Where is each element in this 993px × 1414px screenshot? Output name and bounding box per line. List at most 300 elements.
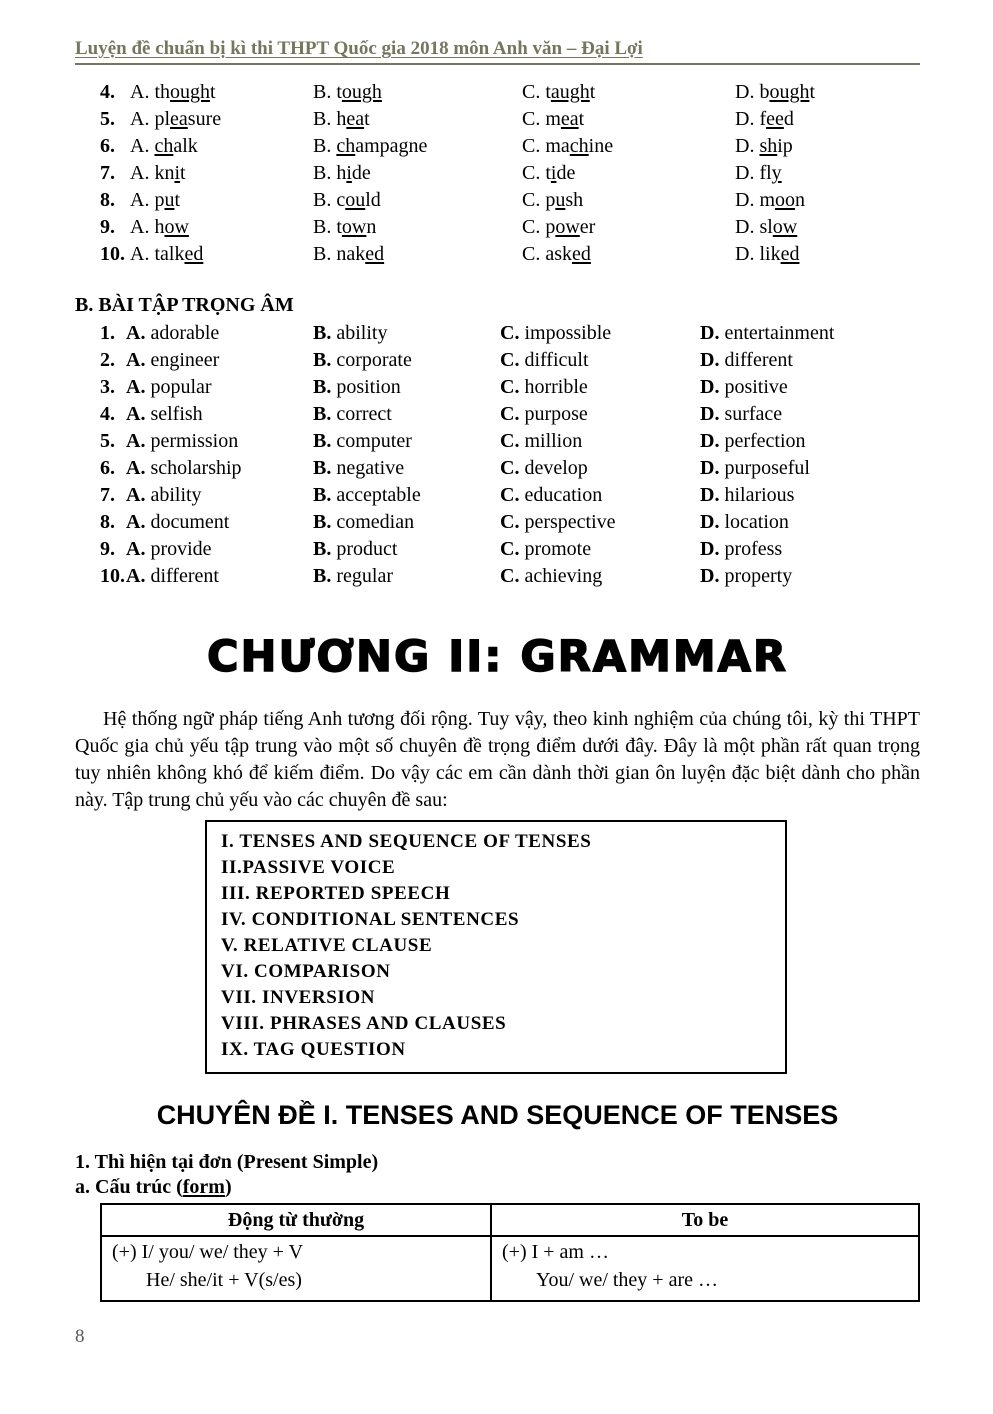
- header-title: Luyện đề chuẩn bị kì thi THPT Quốc gia 2018 môn Anh văn – Đại Lợi: [75, 38, 643, 59]
- option-label: B.: [313, 565, 337, 587]
- option-word: put: [154, 189, 181, 211]
- option-label: A.: [130, 162, 155, 184]
- topic-item: V. RELATIVE CLAUSE: [221, 935, 433, 956]
- option-word: tough: [336, 81, 382, 103]
- option-a: [126, 320, 313, 347]
- option-label: A.: [126, 511, 151, 533]
- option-b: [313, 187, 522, 214]
- question-number: 4.: [100, 81, 115, 103]
- option-label: B.: [313, 349, 337, 371]
- question-row: [100, 106, 920, 133]
- option-label: B.: [313, 322, 337, 344]
- option-c: [522, 160, 735, 187]
- table-cell-line: (+) I/ you/ we/ they + V: [112, 1241, 304, 1263]
- question-number: 6.: [100, 135, 115, 157]
- underlined-letters: ough: [341, 81, 382, 103]
- option-b: [313, 455, 500, 482]
- question-number: 8.: [100, 511, 115, 533]
- option-word: heat: [336, 108, 370, 130]
- underlined-letters: oo: [775, 189, 796, 211]
- option-label: A.: [126, 457, 151, 479]
- underlined-letters: ea: [346, 108, 365, 130]
- option-word: achieving: [524, 565, 603, 587]
- option-label: C.: [500, 484, 525, 506]
- option-word: different: [150, 565, 219, 587]
- option-word: push: [545, 189, 584, 211]
- table-cell: [101, 1236, 491, 1301]
- option-b: [313, 320, 500, 347]
- option-a: [130, 133, 313, 160]
- option-label: B.: [313, 81, 337, 103]
- option-label: C.: [522, 135, 546, 157]
- option-label: C.: [522, 81, 546, 103]
- option-word: computer: [336, 430, 412, 452]
- question-row: [100, 563, 920, 590]
- option-d: [700, 455, 920, 482]
- option-word: surface: [724, 403, 783, 425]
- option-d: [700, 563, 920, 590]
- option-a: [130, 241, 313, 268]
- option-b: [313, 79, 522, 106]
- option-label: A.: [130, 243, 155, 265]
- option-label: D.: [700, 376, 725, 398]
- table-cell-line: He/ she/it + V(s/es): [146, 1269, 302, 1291]
- option-b: [313, 401, 500, 428]
- question-number: 10.: [100, 243, 125, 265]
- question-row: [100, 428, 920, 455]
- option-label: C.: [500, 349, 525, 371]
- option-c: [522, 79, 735, 106]
- option-word: asked: [545, 243, 591, 265]
- option-label: D.: [735, 189, 760, 211]
- question-number: 2.: [100, 349, 115, 371]
- underlined-letters: ough: [170, 81, 211, 103]
- option-word: different: [724, 349, 793, 371]
- option-label: A.: [130, 135, 155, 157]
- topic-item: I. TENSES AND SEQUENCE OF TENSES: [221, 831, 592, 852]
- option-c: [500, 482, 700, 509]
- option-label: C.: [500, 511, 525, 533]
- option-label: D.: [735, 108, 760, 130]
- underlined-letters: ed: [572, 243, 591, 265]
- option-label: C.: [522, 216, 546, 238]
- option-word: tide: [545, 162, 576, 184]
- option-label: D.: [700, 322, 725, 344]
- option-c: [500, 509, 700, 536]
- option-label: D.: [700, 484, 725, 506]
- topics-box: [205, 820, 787, 1074]
- question-row: [100, 160, 920, 187]
- option-label: D.: [735, 81, 760, 103]
- option-d: [735, 214, 920, 241]
- option-word: bought: [759, 81, 816, 103]
- option-word: talked: [154, 243, 204, 265]
- present-simple-form-table: [100, 1203, 920, 1302]
- underlined-letters: ee: [766, 108, 784, 130]
- chapter-heading: CHƯƠNG II: GRAMMAR: [206, 632, 789, 682]
- question-row: [100, 401, 920, 428]
- option-label: B.: [313, 216, 337, 238]
- option-word: engineer: [150, 349, 220, 371]
- underlined-letters: i: [174, 162, 181, 184]
- option-c: [500, 320, 700, 347]
- question-row: [100, 455, 920, 482]
- underlined-letters: sh: [759, 135, 778, 157]
- option-word: property: [724, 565, 793, 587]
- option-a: [126, 536, 313, 563]
- form-heading-underlined: form: [182, 1176, 225, 1198]
- stress-question-list: [75, 320, 920, 590]
- option-word: acceptable: [336, 484, 421, 506]
- option-b: [313, 482, 500, 509]
- option-d: [700, 347, 920, 374]
- question-row: [100, 241, 920, 268]
- option-word: ability: [150, 484, 202, 506]
- underlined-letters: ed: [365, 243, 385, 265]
- table-header-cell: To be: [491, 1204, 919, 1236]
- question-number: 4.: [100, 403, 115, 425]
- option-label: B.: [313, 538, 337, 560]
- question-row: [100, 133, 920, 160]
- option-word: impossible: [524, 322, 612, 344]
- question-number: 8.: [100, 189, 115, 211]
- option-word: knit: [154, 162, 186, 184]
- option-label: D.: [700, 511, 725, 533]
- option-label: B.: [313, 243, 337, 265]
- option-d: [700, 320, 920, 347]
- topic-item: VIII. PHRASES AND CLAUSES: [221, 1013, 507, 1034]
- option-word: ability: [336, 322, 388, 344]
- option-word: corporate: [336, 349, 412, 371]
- question-number: 5.: [100, 430, 115, 452]
- option-word: product: [336, 538, 398, 560]
- topic-item: III. REPORTED SPEECH: [221, 883, 451, 904]
- option-word: thought: [154, 81, 216, 103]
- underlined-letters: ed: [184, 243, 204, 265]
- option-word: meat: [545, 108, 585, 130]
- option-d: [735, 106, 920, 133]
- underlined-letters: ow: [164, 216, 189, 238]
- option-label: C.: [500, 565, 525, 587]
- option-word: selfish: [150, 403, 203, 425]
- underlined-letters: ou: [345, 189, 366, 211]
- option-label: B.: [313, 162, 337, 184]
- option-word: liked: [759, 243, 800, 265]
- question-row: [100, 374, 920, 401]
- option-d: [700, 536, 920, 563]
- option-label: B.: [313, 376, 337, 398]
- option-word: location: [724, 511, 789, 533]
- underlined-letters: y: [771, 162, 782, 184]
- option-b: [313, 160, 522, 187]
- topic-item: IV. CONDITIONAL SENTENCES: [221, 909, 520, 930]
- option-c: [522, 133, 735, 160]
- option-label: D.: [735, 135, 760, 157]
- topic-item: VII. INVERSION: [221, 987, 376, 1008]
- question-number: 6.: [100, 457, 115, 479]
- question-number: 5.: [100, 108, 115, 130]
- underlined-letters: ow: [555, 216, 580, 238]
- page-number: 8: [75, 1326, 85, 1347]
- option-word: provide: [150, 538, 212, 560]
- option-b: [313, 374, 500, 401]
- stress-section-heading: B. BÀI TẬP TRỌNG ÂM: [75, 294, 294, 316]
- option-d: [735, 79, 920, 106]
- form-heading-pre: a. Cấu trúc (: [75, 1176, 183, 1198]
- option-word: could: [336, 189, 381, 211]
- option-word: purposeful: [724, 457, 810, 479]
- option-label: B.: [313, 511, 337, 533]
- option-c: [522, 106, 735, 133]
- question-number: 7.: [100, 162, 115, 184]
- option-word: entertainment: [724, 322, 835, 344]
- option-label: C.: [500, 322, 525, 344]
- option-word: regular: [336, 565, 393, 587]
- option-a: [126, 509, 313, 536]
- option-word: feed: [759, 108, 794, 130]
- option-word: hilarious: [724, 484, 795, 506]
- page-header: [75, 38, 920, 65]
- option-word: horrible: [524, 376, 588, 398]
- option-label: A.: [126, 430, 151, 452]
- option-d: [700, 482, 920, 509]
- option-c: [500, 374, 700, 401]
- option-word: million: [524, 430, 583, 452]
- option-label: D.: [700, 349, 725, 371]
- option-word: difficult: [524, 349, 589, 371]
- option-word: develop: [524, 457, 588, 479]
- option-word: education: [524, 484, 603, 506]
- underlined-letters: i: [550, 162, 557, 184]
- underlined-letters: ough: [769, 81, 810, 103]
- option-label: B.: [313, 403, 337, 425]
- option-word: champagne: [336, 135, 428, 157]
- underlined-letters: u: [555, 189, 566, 211]
- question-row: [100, 214, 920, 241]
- option-c: [500, 428, 700, 455]
- option-label: A.: [126, 484, 151, 506]
- option-word: adorable: [150, 322, 220, 344]
- subsection-present-simple-heading: 1. Thì hiện tại đơn (Present Simple): [75, 1151, 379, 1173]
- question-row: [100, 79, 920, 106]
- underlined-letters: ow: [772, 216, 798, 238]
- option-a: [130, 187, 313, 214]
- option-word: positive: [724, 376, 788, 398]
- option-label: B.: [313, 430, 337, 452]
- option-label: D.: [700, 403, 725, 425]
- option-a: [126, 482, 313, 509]
- option-a: [130, 106, 313, 133]
- underlined-letters: ea: [560, 108, 579, 130]
- underlined-letters: ch: [336, 135, 356, 157]
- option-word: scholarship: [150, 457, 242, 479]
- option-label: B.: [313, 457, 337, 479]
- table-header-cell: Động từ thường: [101, 1204, 491, 1236]
- question-row: [100, 536, 920, 563]
- option-word: position: [336, 376, 401, 398]
- option-d: [735, 133, 920, 160]
- option-label: B.: [313, 108, 337, 130]
- option-c: [500, 536, 700, 563]
- underlined-letters: i: [346, 162, 352, 184]
- underlined-letters: ow: [341, 216, 367, 238]
- option-a: [130, 160, 313, 187]
- option-c: [522, 187, 735, 214]
- option-b: [313, 133, 522, 160]
- option-word: profess: [724, 538, 783, 560]
- option-d: [700, 374, 920, 401]
- option-word: permission: [150, 430, 239, 452]
- question-row: [100, 320, 920, 347]
- option-label: D.: [735, 243, 760, 265]
- topic-item: II.PASSIVE VOICE: [221, 857, 396, 878]
- option-label: A.: [126, 565, 151, 587]
- option-c: [522, 241, 735, 268]
- option-word: purpose: [524, 403, 588, 425]
- option-c: [500, 347, 700, 374]
- option-d: [735, 187, 920, 214]
- option-label: A.: [126, 376, 151, 398]
- option-word: fly: [759, 162, 782, 184]
- option-label: B.: [313, 135, 337, 157]
- question-row: [100, 482, 920, 509]
- underlined-letters: ea: [170, 108, 188, 130]
- option-label: C.: [500, 376, 525, 398]
- option-word: slow: [759, 216, 798, 238]
- topic-item: IX. TAG QUESTION: [221, 1039, 406, 1060]
- option-label: A.: [126, 349, 151, 371]
- topic-item: VI. COMPARISON: [221, 961, 391, 982]
- option-c: [500, 563, 700, 590]
- option-word: moon: [759, 189, 806, 211]
- underlined-letters: u: [164, 189, 175, 211]
- option-word: town: [336, 216, 377, 238]
- option-label: D.: [735, 162, 760, 184]
- underlined-letters: ed: [780, 243, 800, 265]
- option-label: A.: [130, 81, 155, 103]
- option-label: C.: [500, 538, 525, 560]
- subsection-form-heading: [75, 1176, 920, 1199]
- option-a: [130, 79, 313, 106]
- option-word: ship: [759, 135, 793, 157]
- option-label: C.: [522, 189, 546, 211]
- table-cell-line: (+) I + am …: [502, 1241, 609, 1263]
- option-c: [522, 214, 735, 241]
- option-d: [700, 428, 920, 455]
- option-label: D.: [700, 538, 725, 560]
- option-word: correct: [336, 403, 392, 425]
- option-a: [126, 401, 313, 428]
- option-label: A.: [130, 189, 155, 211]
- question-number: 3.: [100, 376, 115, 398]
- table-body-row: [101, 1236, 919, 1301]
- option-a: [126, 563, 313, 590]
- option-c: [500, 455, 700, 482]
- question-number: 10.: [100, 565, 125, 587]
- option-c: [500, 401, 700, 428]
- option-b: [313, 563, 500, 590]
- question-row: [100, 509, 920, 536]
- option-b: [313, 241, 522, 268]
- option-label: D.: [700, 457, 725, 479]
- option-b: [313, 428, 500, 455]
- underlined-letters: ch: [569, 135, 589, 157]
- option-word: promote: [524, 538, 592, 560]
- option-label: C.: [500, 430, 525, 452]
- option-b: [313, 214, 522, 241]
- option-b: [313, 347, 500, 374]
- option-label: C.: [500, 403, 525, 425]
- option-d: [735, 241, 920, 268]
- option-d: [700, 401, 920, 428]
- option-label: C.: [522, 243, 546, 265]
- question-row: [100, 347, 920, 374]
- option-word: chalk: [154, 135, 198, 157]
- question-number: 9.: [100, 216, 115, 238]
- option-label: A.: [126, 322, 151, 344]
- underlined-letters: ch: [154, 135, 174, 157]
- table-cell-line: You/ we/ they + are …: [536, 1269, 719, 1291]
- question-row: [100, 187, 920, 214]
- option-word: machine: [545, 135, 614, 157]
- option-b: [313, 106, 522, 133]
- underlined-letters: augh: [550, 81, 590, 103]
- option-label: A.: [126, 403, 151, 425]
- option-label: D.: [700, 430, 725, 452]
- option-word: hide: [336, 162, 371, 184]
- option-word: document: [150, 511, 230, 533]
- option-label: C.: [522, 162, 546, 184]
- option-a: [126, 455, 313, 482]
- option-word: pleasure: [154, 108, 222, 130]
- option-word: negative: [336, 457, 405, 479]
- option-b: [313, 509, 500, 536]
- option-b: [313, 536, 500, 563]
- option-label: C.: [500, 457, 525, 479]
- option-word: how: [154, 216, 189, 238]
- table-cell: [491, 1236, 919, 1301]
- option-word: popular: [150, 376, 212, 398]
- table-header-row: [101, 1204, 919, 1236]
- topics-list: [221, 829, 775, 1063]
- option-a: [126, 347, 313, 374]
- option-word: power: [545, 216, 596, 238]
- form-heading-post: ): [224, 1176, 232, 1198]
- section-heading: CHUYÊN ĐỀ I. TENSES AND SEQUENCE OF TENSES: [156, 1100, 839, 1130]
- option-label: D.: [735, 216, 760, 238]
- option-label: D.: [700, 565, 725, 587]
- option-label: A.: [130, 108, 155, 130]
- option-label: A.: [130, 216, 155, 238]
- option-a: [130, 214, 313, 241]
- question-number: 1.: [100, 322, 115, 344]
- option-word: taught: [545, 81, 596, 103]
- option-a: [126, 374, 313, 401]
- option-label: A.: [126, 538, 151, 560]
- option-word: perfection: [724, 430, 806, 452]
- option-word: comedian: [336, 511, 415, 533]
- option-a: [126, 428, 313, 455]
- option-d: [700, 509, 920, 536]
- option-word: perspective: [524, 511, 616, 533]
- option-label: B.: [313, 189, 337, 211]
- intro-paragraph: Hệ thống ngữ pháp tiếng Anh tương đối rộng. Tuy vậy, theo kinh nghiệm của chúng tôi, kỳ thi THPT Quốc gia chủ yếu tập trung vào một số chuyên đề trọng điểm dưới đây. Đây là một phần rất quan trọng tuy nhiên không khó để kiếm điểm. Do vậy các em cần dành thời gian ôn luyện đặc biệt dành cho phần này. Tập trung chủ yếu vào các chuyên đề sau:: [75, 708, 920, 811]
- pronunciation-question-list: [75, 79, 920, 268]
- question-number: 9.: [100, 538, 115, 560]
- option-d: [735, 160, 920, 187]
- question-number: 7.: [100, 484, 115, 506]
- option-label: C.: [522, 108, 546, 130]
